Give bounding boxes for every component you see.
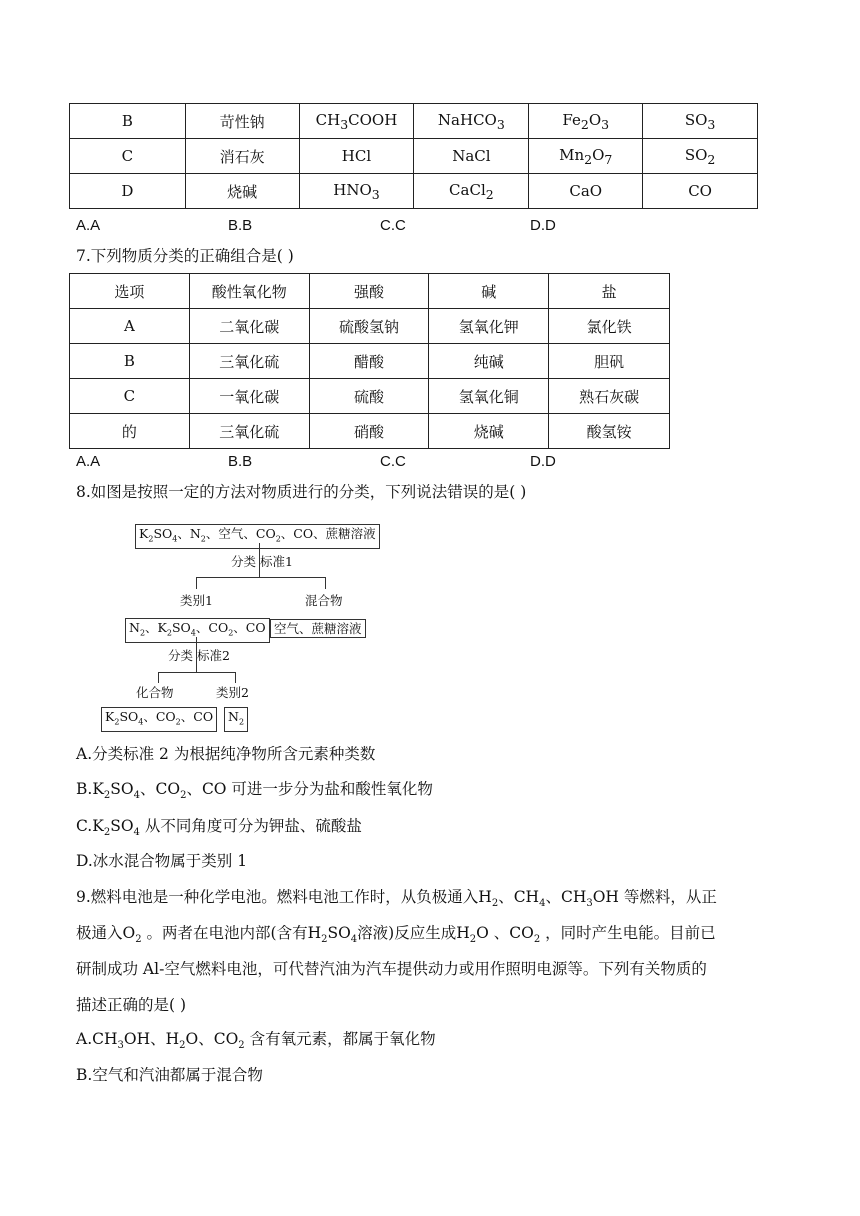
option-b[interactable]: B.B: [228, 217, 253, 234]
option-a[interactable]: A.A: [76, 453, 101, 470]
connector-line: [196, 577, 197, 589]
column-header: 选项: [70, 274, 190, 309]
table-cell: 的: [70, 414, 190, 449]
q6-table: [69, 103, 758, 209]
table-cell: 氢氧化铜: [429, 379, 549, 414]
table-cell: B: [70, 104, 186, 139]
mixture-box: 空气、蔗糖溶液: [270, 619, 366, 638]
table-cell: C: [70, 139, 186, 174]
standard-2-label: 分类 标准2: [168, 648, 230, 663]
table-cell: $SO_3$: [643, 104, 758, 139]
table-cell: 硫酸: [309, 379, 429, 414]
table-cell: 熟石灰碳: [549, 379, 670, 414]
table-cell: $CH_3COOH$: [299, 104, 414, 139]
option-c[interactable]: C.C: [380, 453, 406, 470]
option-d[interactable]: D.D: [530, 453, 556, 470]
table-cell: $Mn_2O_7$: [529, 139, 643, 174]
table-cell: 硝酸: [309, 414, 429, 449]
q8-stem: 8.如图是按照一定的方法对物质进行的分类，下列说法错误的是( ): [76, 483, 527, 501]
q9-option-a[interactable]: $A.CH_3OH$、$H_2O$、$CO_2$ 含有氧元素，都属于氧化物: [76, 1030, 436, 1052]
connector-line: [196, 577, 325, 578]
table-row: [70, 174, 758, 209]
q7-table: [69, 273, 670, 449]
q9-line-4: 描述正确的是( ): [76, 996, 187, 1014]
column-header: 碱: [429, 274, 549, 309]
table-row: [70, 104, 758, 139]
category-2-box: $N_2$: [224, 707, 248, 732]
table-cell: CO: [643, 174, 758, 209]
mixture-label: 混合物: [305, 593, 343, 608]
table-header-row: [70, 274, 670, 309]
category-2-label: 类别2: [216, 685, 249, 700]
table-cell: 三氧化硫: [189, 414, 309, 449]
compound-label: 化合物: [136, 685, 174, 700]
table-row: [70, 344, 670, 379]
table-cell: 酸氢铵: [549, 414, 670, 449]
standard-1-label: 分类 标准1: [231, 554, 293, 569]
table-cell: 硫酸氢钠: [309, 309, 429, 344]
q8-option-a[interactable]: A.分类标准 2 为根据纯净物所含元素种类数: [76, 745, 376, 763]
compound-box: $K_2SO_4$、$CO_2$、CO: [101, 707, 217, 732]
table-cell: $HNO_3$: [299, 174, 414, 209]
table-cell: CaCl$_2$: [414, 174, 529, 209]
option-c[interactable]: C.C: [380, 217, 406, 234]
connector-line: [325, 577, 326, 589]
table-cell: NaHCO$_3$: [414, 104, 529, 139]
table-cell: C: [70, 379, 190, 414]
table-cell: B: [70, 344, 190, 379]
table-cell: 二氧化碳: [189, 309, 309, 344]
table-cell: NaCl: [414, 139, 529, 174]
q8-option-d[interactable]: D.冰水混合物属于类别 1: [76, 852, 248, 870]
q9-line-3: 研制成功 Al-空气燃料电池，可代替汽油为汽车提供动力或用作照明电源等。下列有关物质的: [76, 960, 707, 978]
table-row: [70, 379, 670, 414]
category-1-label: 类别1: [180, 593, 213, 608]
table-cell: 苛性钠: [185, 104, 299, 139]
table-cell: 纯碱: [429, 344, 549, 379]
table-cell: $SO_2$: [643, 139, 758, 174]
table-cell: 烧碱: [185, 174, 299, 209]
column-header: 酸性氧化物: [189, 274, 309, 309]
option-d[interactable]: D.D: [530, 217, 556, 234]
table-row: [70, 414, 670, 449]
q9-line-2: 极通入$O_2$ 。两者在电池内部(含有$H_2SO_4$溶液)反应生成$H_2O$ 、$CO_2$ ，同时产生电能。目前已: [76, 924, 716, 946]
connector-line: [235, 672, 236, 683]
option-a[interactable]: A.A: [76, 217, 101, 234]
table-cell: 氯化铁: [549, 309, 670, 344]
column-header: 盐: [549, 274, 670, 309]
category-1-box: $N_2$、$K_2SO_4$、$CO_2$、CO: [125, 618, 270, 643]
diagram-top-box: $K_2SO_4$、$N_2$、空气、$CO_2$、CO、蔗糖溶液: [135, 524, 380, 549]
option-b[interactable]: B.B: [228, 453, 253, 470]
table-cell: $Fe_2O_3$: [529, 104, 643, 139]
q9-line-1: 9.燃料电池是一种化学电池。燃料电池工作时，从负极通入$H_2$、$CH_4$、$CH_3OH$ 等燃料，从正: [76, 888, 717, 910]
table-cell: HCl: [299, 139, 414, 174]
q8-option-c[interactable]: $C.K_2SO_4$ 从不同角度可分为钾盐、硫酸盐: [76, 817, 362, 839]
table-cell: 胆矾: [549, 344, 670, 379]
table-cell: 烧碱: [429, 414, 549, 449]
connector-line: [158, 672, 159, 683]
table-cell: 醋酸: [309, 344, 429, 379]
table-cell: A: [70, 309, 190, 344]
table-cell: 三氧化硫: [189, 344, 309, 379]
connector-line: [158, 672, 235, 673]
table-cell: 消石灰: [185, 139, 299, 174]
q8-option-b[interactable]: $B.K_2SO_4$、$CO_2$、CO 可进一步分为盐和酸性氧化物: [76, 780, 433, 802]
q7-stem: 7.下列物质分类的正确组合是( ): [76, 247, 294, 265]
table-cell: D: [70, 174, 186, 209]
table-row: [70, 309, 670, 344]
q9-option-b[interactable]: B.空气和汽油都属于混合物: [76, 1066, 263, 1084]
table-cell: 一氧化碳: [189, 379, 309, 414]
table-row: [70, 139, 758, 174]
table-cell: CaO: [529, 174, 643, 209]
table-cell: 氢氧化钾: [429, 309, 549, 344]
column-header: 强酸: [309, 274, 429, 309]
